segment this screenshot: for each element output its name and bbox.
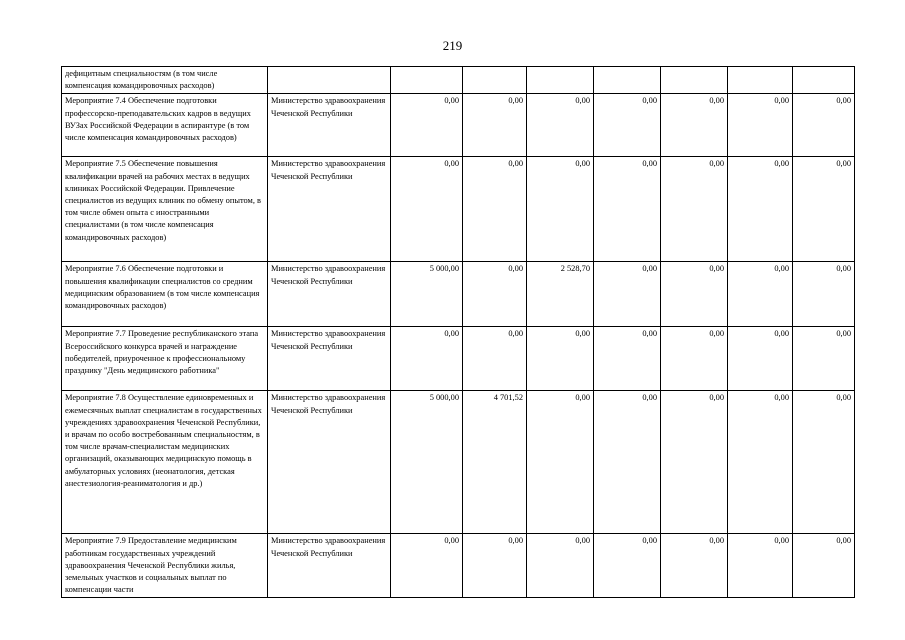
value-cell: [463, 67, 527, 94]
value-cell: 0,00: [594, 94, 661, 157]
value-cell: 0,00: [527, 157, 594, 262]
value-cell: 0,00: [594, 534, 661, 598]
value-cell: [527, 67, 594, 94]
value-cell: [728, 67, 793, 94]
activity-name-cell: Мероприятие 7.4 Обеспечение подготовки профессорско-преподавательских кадров в ведущих ВУЗах Российской Федерации в аспирантуре (в том числе компенсация командировочных расходов): [62, 94, 268, 157]
value-cell: 0,00: [661, 157, 728, 262]
table-row: [62, 327, 855, 391]
value-cell: 0,00: [793, 157, 855, 262]
activity-name-cell: Мероприятие 7.6 Обеспечение подготовки и повышения квалификации специалистов со средним медицинским образованием (в том числе компенсация командировочных расходов): [62, 262, 268, 327]
activity-name-cell: дефицитным специальностям (в том числе компенсация командировочных расходов): [62, 67, 268, 94]
activity-name-cell: Мероприятие 7.5 Обеспечение повышения квалификации врачей на рабочих местах в ведущих клиниках Российской Федерации. Привлечение специалистов из ведущих клиник по обмену опытом, в том числе обмен опыта с иностранными специалистами (в том числе компенсация командировочных расходов): [62, 157, 268, 262]
value-cell: 0,00: [594, 327, 661, 391]
executor-cell: [268, 67, 391, 94]
table-row: [62, 157, 855, 262]
value-cell: 5 000,00: [391, 262, 463, 327]
value-cell: 0,00: [391, 327, 463, 391]
value-cell: 0,00: [661, 391, 728, 534]
activity-name-cell: Мероприятие 7.7 Проведение республиканского этапа Всероссийского конкурса врачей и награждение победителей, приуроченное к профессиональному празднику "День медицинского работника": [62, 327, 268, 391]
value-cell: 0,00: [661, 534, 728, 598]
value-cell: 0,00: [661, 327, 728, 391]
executor-cell: Министерство здравоохранения Чеченской Республики: [268, 157, 391, 262]
value-cell: 0,00: [527, 534, 594, 598]
value-cell: 5 000,00: [391, 391, 463, 534]
table-row: [62, 391, 855, 534]
value-cell: 0,00: [391, 94, 463, 157]
value-cell: 0,00: [661, 94, 728, 157]
value-cell: [793, 67, 855, 94]
value-cell: 0,00: [661, 262, 728, 327]
value-cell: 0,00: [391, 157, 463, 262]
value-cell: 0,00: [463, 157, 527, 262]
value-cell: [661, 67, 728, 94]
value-cell: 0,00: [594, 391, 661, 534]
value-cell: 0,00: [793, 391, 855, 534]
value-cell: 2 528,70: [527, 262, 594, 327]
page-number: 219: [442, 38, 463, 53]
value-cell: [391, 67, 463, 94]
value-cell: 0,00: [463, 327, 527, 391]
value-cell: 0,00: [728, 534, 793, 598]
table-row: [62, 534, 855, 598]
executor-cell: Министерство здравоохранения Чеченской Республики: [268, 327, 391, 391]
value-cell: 0,00: [728, 327, 793, 391]
value-cell: 0,00: [463, 94, 527, 157]
value-cell: 0,00: [527, 327, 594, 391]
activity-name-cell: Мероприятие 7.9 Предоставление медицинским работникам государственных учреждений здравоохранения Чеченской Республики жилья, земельных участков и социальных выплат по компенсации части: [62, 534, 268, 598]
value-cell: 0,00: [463, 534, 527, 598]
table-row: [62, 262, 855, 327]
value-cell: 0,00: [793, 534, 855, 598]
value-cell: 0,00: [391, 534, 463, 598]
value-cell: 0,00: [793, 94, 855, 157]
executor-cell: Министерство здравоохранения Чеченской Республики: [268, 94, 391, 157]
value-cell: 0,00: [728, 157, 793, 262]
value-cell: 0,00: [463, 262, 527, 327]
value-cell: 0,00: [793, 262, 855, 327]
value-cell: 0,00: [594, 262, 661, 327]
value-cell: 0,00: [793, 327, 855, 391]
executor-cell: Министерство здравоохранения Чеченской Республики: [268, 534, 391, 598]
activity-name-cell: Мероприятие 7.8 Осуществление единовременных и ежемесячных выплат специалистам в государственных учреждениях здравоохранения Чеченской Республики, и врачам по особо востребованным специальностям, в том числе врачам-специалистам медицинских организаций, оказывающих медицинскую помощь в амбулаторных условиях (неонатология, детская анестезиология-реаниматология и др.): [62, 391, 268, 534]
table-row: [62, 67, 855, 94]
value-cell: 0,00: [594, 157, 661, 262]
program-table: [61, 66, 855, 598]
value-cell: [594, 67, 661, 94]
value-cell: 0,00: [728, 391, 793, 534]
value-cell: 0,00: [527, 391, 594, 534]
value-cell: 4 701,52: [463, 391, 527, 534]
table-row: [62, 94, 855, 157]
executor-cell: Министерство здравоохранения Чеченской Республики: [268, 262, 391, 327]
value-cell: 0,00: [728, 94, 793, 157]
value-cell: 0,00: [728, 262, 793, 327]
executor-cell: Министерство здравоохранения Чеченской Республики: [268, 391, 391, 534]
value-cell: 0,00: [527, 94, 594, 157]
